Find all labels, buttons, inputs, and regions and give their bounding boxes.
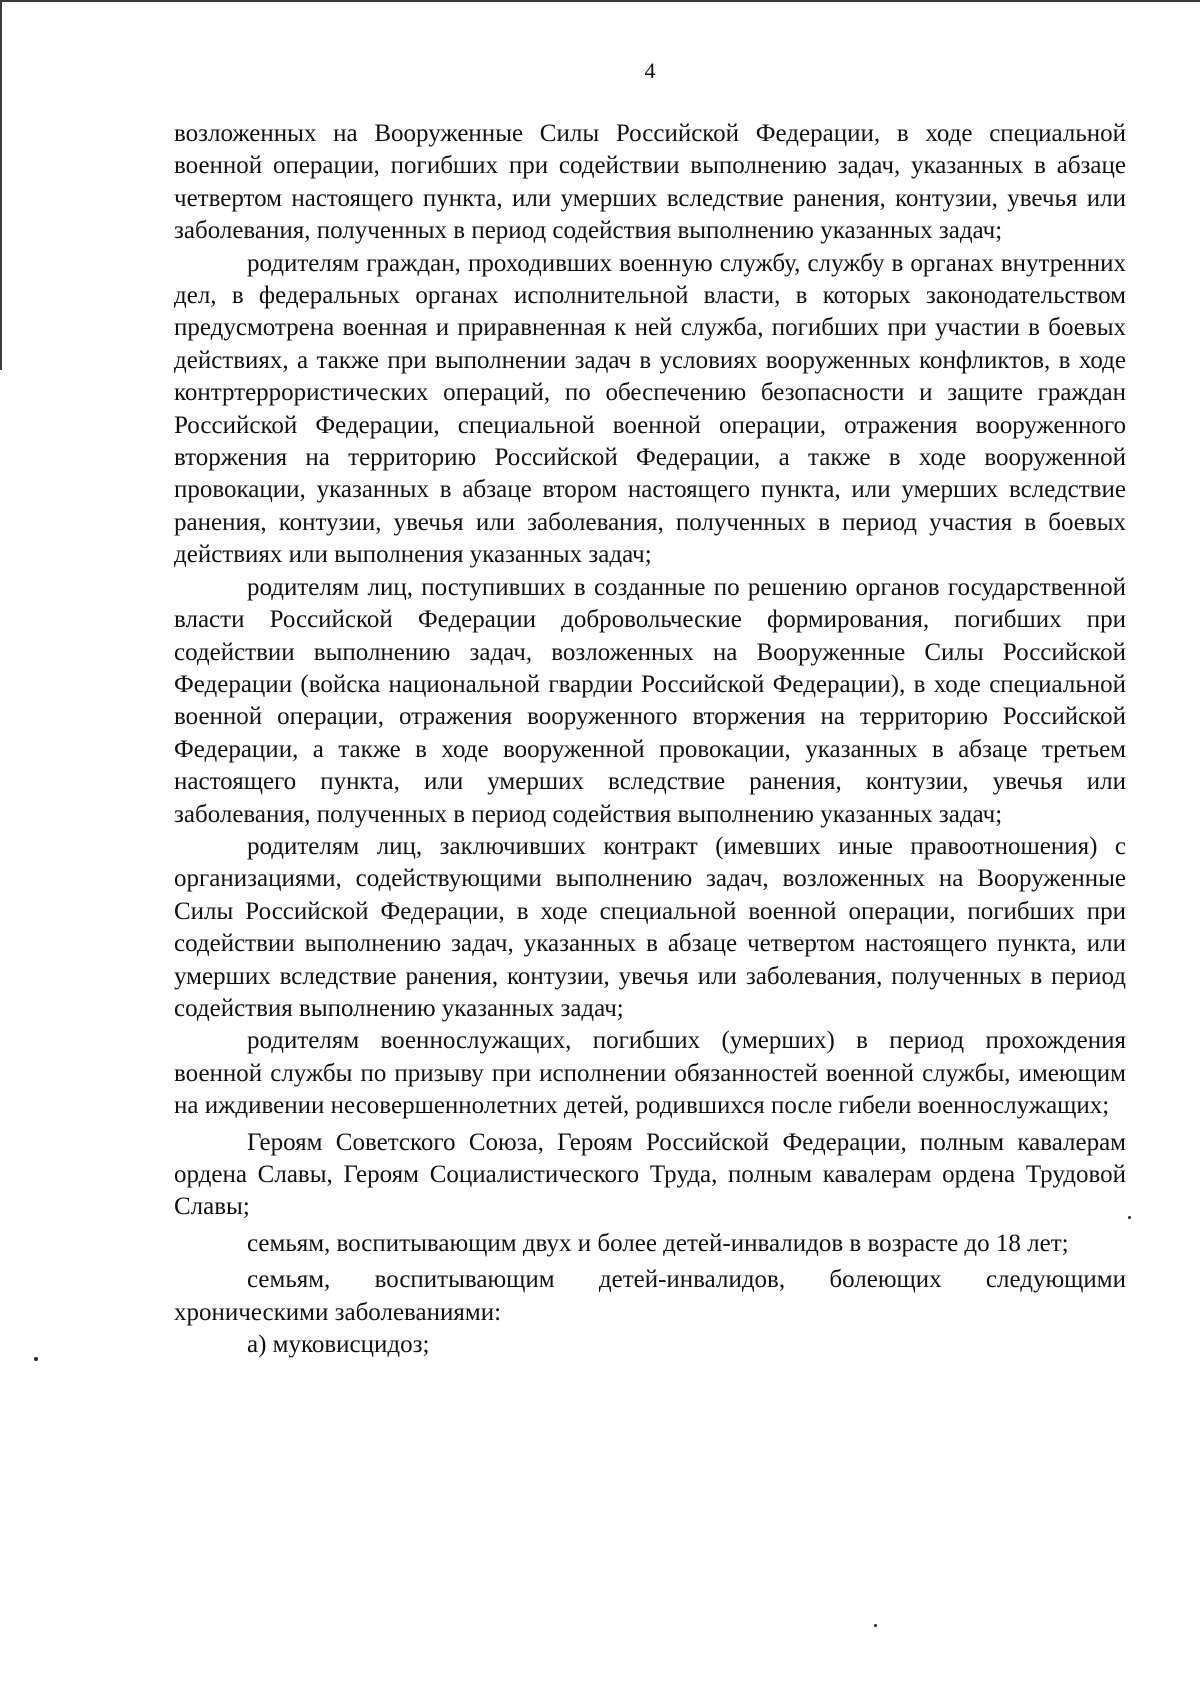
- paragraph: семьям, воспитывающим двух и более детей-инвалидов в возрасте до 18 лет;: [247, 1229, 1069, 1257]
- paragraph-continued: возложенных на Вооруженные Силы Российской Федерации, в ходе специальной военной операции, погибших при содействии выполнению задач, указанных в абзаце четвертом настоящего пункта, или умерших вследствие ранения, контузии, увечья или заболевания, полученных в период содействия выполнению указанных задач;: [174, 120, 1126, 245]
- paragraph: родителям военнослужащих, погибших (умерших) в период прохождения военной службы по призыву при исполнении обязанностей военной службы, имеющим на иждивении несовершеннолетних детей, родившихся после гибели военнослужащих;: [174, 1027, 1126, 1120]
- scan-speck: [874, 1624, 877, 1627]
- scan-speck: [34, 1357, 38, 1361]
- paragraph: родителям лиц, поступивших в созданные по решению органов государственной власти Российской Федерации добровольческие формирования, погибших при содействии выполнению задач, возложенных на Вооруженные Силы Российской Федерации (войска национальной гвардии Российской Федерации), в ходе специальной военной операции, отражения вооруженного вторжения на территорию Российской Федерации, а также в ходе вооруженной провокации, указанных в абзаце третьем настоящего пункта, или умерших вследствие ранения, контузии, увечья или заболевания, полученных в период содействия выполнению указанных задач;: [174, 573, 1126, 828]
- document-body: [174, 118, 1126, 1361]
- paragraph: родителям лиц, заключивших контракт (имевших иные правоотношения) с организациями, содействующими выполнению задач, возложенных на Вооруженные Силы Российской Федерации, в ходе специальной военной операции, погибших при содействии выполнению задач, указанных в абзаце четвертом настоящего пункта, или умерших вследствие ранения, контузии, увечья или заболевания, полученных в период содействия выполнению указанных задач;: [174, 832, 1126, 1022]
- scan-border-top: [0, 0, 1200, 2]
- list-item: а) муковисцидоз;: [247, 1331, 430, 1359]
- scan-speck: [1128, 1216, 1131, 1219]
- paragraph: семьям, воспитывающим детей-инвалидов, болеющих следующими хроническими заболеваниями:: [174, 1266, 1126, 1326]
- paragraph: Героям Советского Союза, Героям Российской Федерации, полным кавалерам ордена Славы, Героям Социалистического Труда, полным кавалерам ордена Трудовой Славы;: [174, 1128, 1126, 1221]
- scan-border-left: [0, 0, 2, 370]
- paragraph: родителям граждан, проходивших военную службу, службу в органах внутренних дел, в федеральных органах исполнительной власти, в которых законодательством предусмотрена военная и приравненная к ней служба, погибших при участии в боевых действиях, а также при выполнении задач в условиях вооруженных конфликтов, в ходе контртеррористических операций, по обеспечению безопасности и защите граждан Российской Федерации, специальной военной операции, отражения вооруженного вторжения на территорию Российской Федерации, а также в ходе вооруженной провокации, указанных в абзаце втором настоящего пункта, или умерших вследствие ранения, контузии, увечья или заболевания, полученных в период участия в боевых действиях или выполнения указанных задач;: [174, 249, 1126, 569]
- page-number: 4: [644, 58, 656, 83]
